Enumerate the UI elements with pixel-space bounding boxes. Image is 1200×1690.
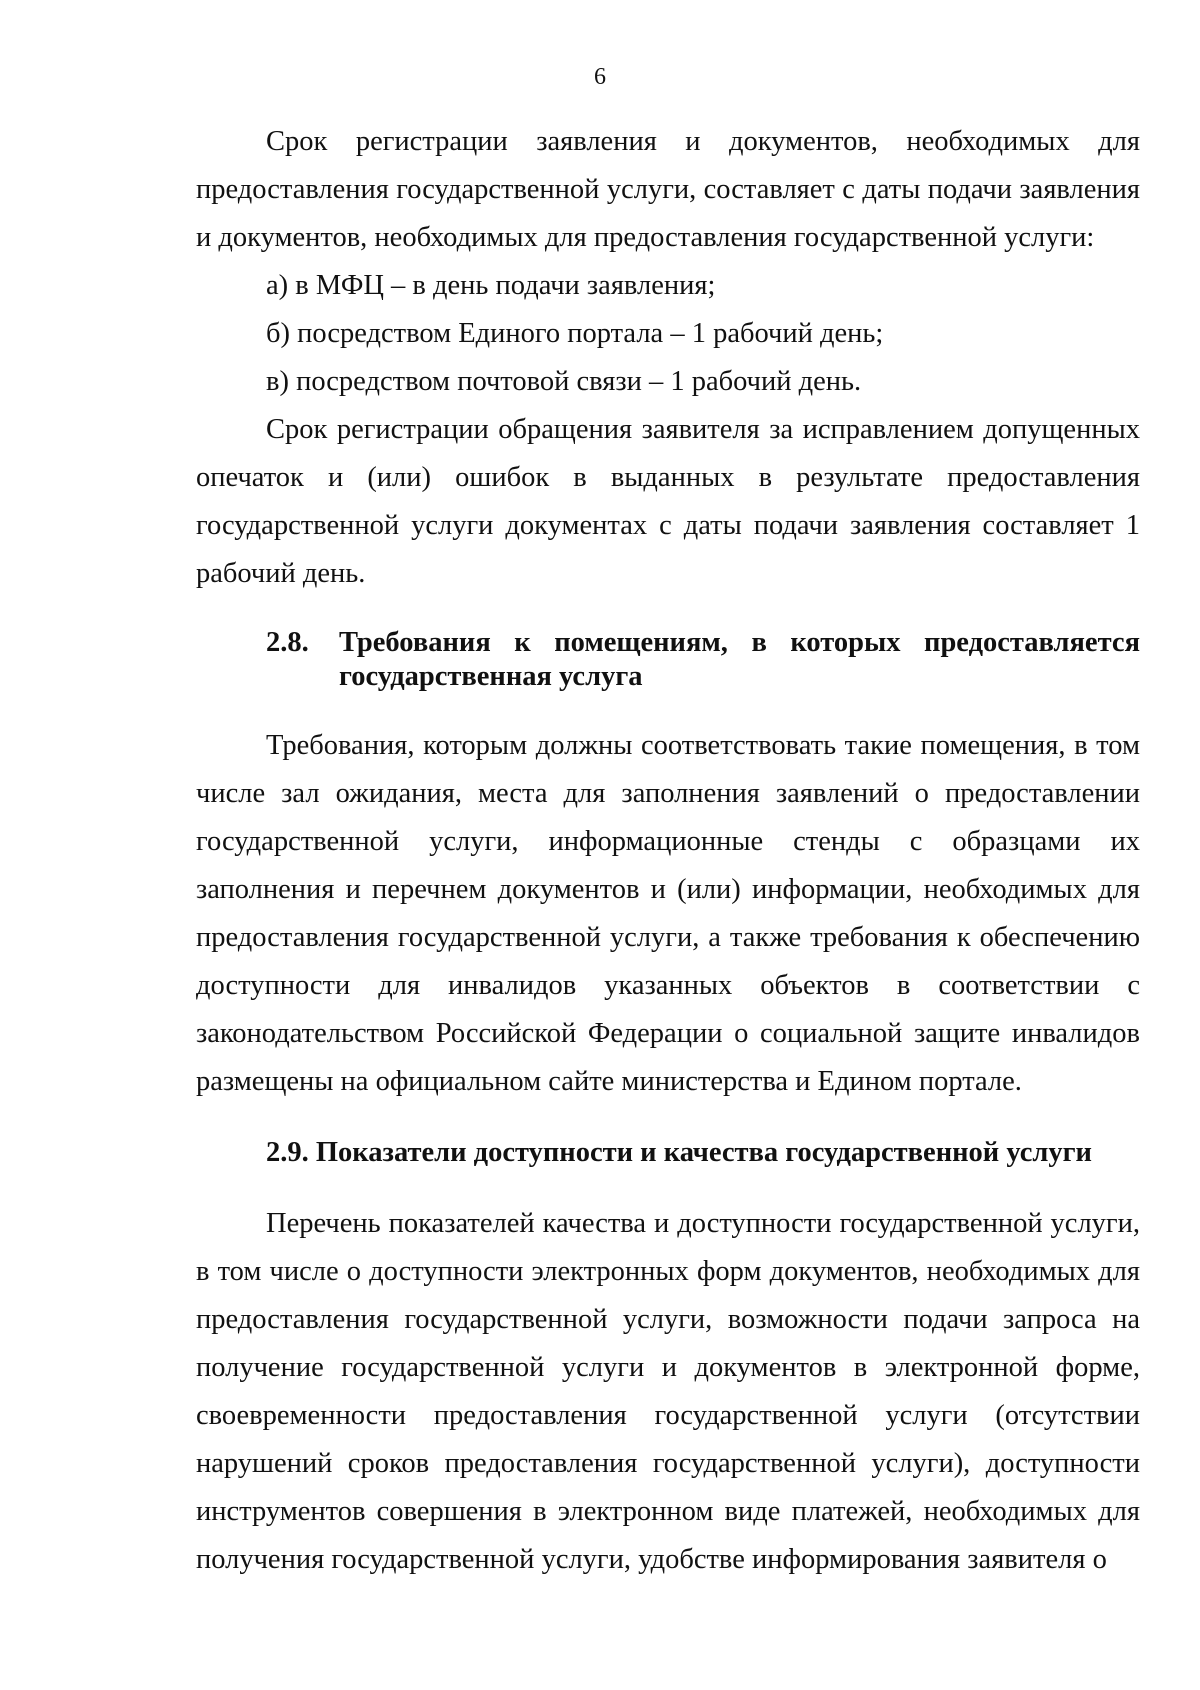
page-number: 6 [594,64,606,90]
section-heading-2-9: 2.9. Показатели доступности и качества государственной услуги [266,1137,1092,1168]
registration-term-paragraph: Срок регистрации заявления и документов, необходимых для предоставления государственной услуги, составляет с даты подачи заявления и документов, необходимых для предоставления государственной услуги: [196,126,1140,253]
list-item-post: в) посредством почтовой связи – 1 рабочий день. [266,366,862,397]
list-item-mfc: а) в МФЦ – в день подачи заявления; [266,270,716,301]
section-heading-2-8 [196,626,1140,694]
section-title-2-8: Требования к помещениям, в которых предоставляется государственная услуга [339,627,1140,692]
section-number-2-8: 2.8. [266,627,309,658]
indicators-paragraph: Перечень показателей качества и доступности государственной услуги, в том числе о доступности электронных форм документов, необходимых для предоставления государственной услуги, возможности подачи запроса на получение государственной услуги и документов в электронной форме, своевременности предоставления государственной услуги (отсутствии нарушений сроков предоставления государственной услуги), доступности инструментов совершения в электронном виде платежей, необходимых для получения государственной услуги, удобстве информирования заявителя о [196,1208,1140,1575]
correction-term-paragraph: Срок регистрации обращения заявителя за исправлением допущенных опечаток и (или) ошибок в выданных в результате предоставления государственной услуги документах с даты подачи заявления составляет 1 рабочий день. [196,414,1140,589]
document-body [196,118,1140,1584]
premises-requirements-paragraph: Требования, которым должны соответствовать такие помещения, в том числе зал ожидания, места для заполнения заявлений о предоставлении государственной услуги, информационные стенды с образцами их заполнения и перечнем документов и (или) информации, необходимых для предоставления государственной услуги, а также требования к обеспечению доступности для инвалидов указанных объектов в соответствии с законодательством Российской Федерации о социальной защите инвалидов размещены на официальном сайте министерства и Едином портале. [196,730,1140,1097]
list-item-portal: б) посредством Единого портала – 1 рабочий день; [266,318,884,349]
